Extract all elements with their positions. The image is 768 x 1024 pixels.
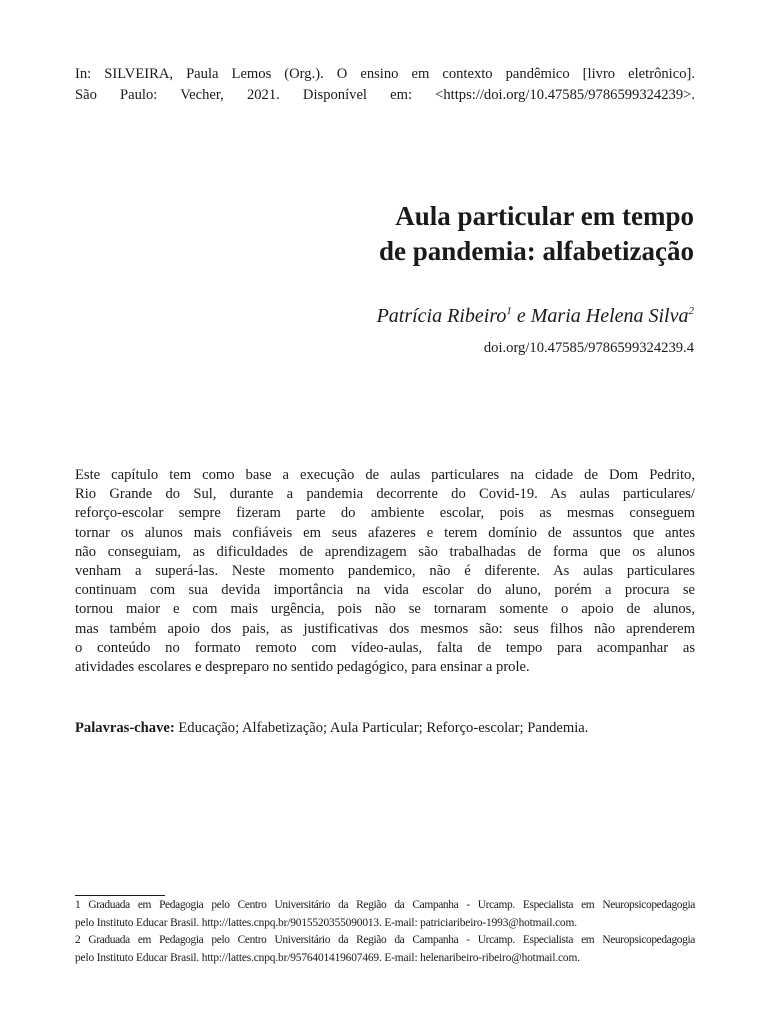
footnote-divider (75, 895, 165, 896)
abstract-paragraph (75, 466, 695, 677)
chapter-title (234, 199, 694, 269)
keywords-label: Palavras-chave: (75, 720, 175, 736)
footnote-1-line-1: 1 Graduada em Pedagogia pelo Centro Universitário da Região da Campanha - Urcamp. Especialista em Neuropsicopedagogia (75, 899, 695, 911)
footnote-2-line-2: pelo Instituto Educar Brasil. http://lattes.cnpq.br/9576401419607469. E-mail: helenaribeiro-ribeiro@hotmail.com. (75, 951, 580, 964)
footnote-2-line-1: 2 Graduada em Pedagogia pelo Centro Universitário da Região da Campanha - Urcamp. Especialista em Neuropsicopedagogia (75, 934, 695, 947)
citation-line-2: São Paulo: Vecher, 2021. Disponível em: <https://doi.org/10.47585/9786599324239>. (75, 87, 695, 103)
abstract-line: mas também apoio dos pais, as justificativas dos mesmos são: seus filhos não aprenderem (75, 620, 695, 637)
abstract-line: continuam com sua devida importância na vida escolar do aluno, porém a procura se (75, 582, 695, 599)
abstract-line: Rio Grande do Sul, durante a pandemia decorrente do Covid-19. As aulas particulares/ (75, 486, 695, 503)
citation-line-1: In: SILVEIRA, Paula Lemos (Org.). O ensino em contexto pandêmico [livro eletrônico]. (75, 66, 695, 82)
author-2-name: Maria Helena Silva (530, 305, 689, 327)
title-line-2: de pandemia: alfabetização (379, 236, 694, 266)
abstract-line: reforço-escolar sempre fizeram parte do ambiente escolar, pois as mesmas conseguem (75, 505, 695, 522)
authors-separator: e (516, 305, 526, 327)
author-1-name: Patrícia Ribeiro (376, 305, 507, 327)
abstract-line: tornou maior e com mais urgência, pois não se tornaram somente o apoio de alunos, (75, 601, 695, 618)
abstract-line: venham a superá-las. Neste momento pandemico, não é diferente. As aulas particulares (75, 563, 695, 580)
citation-reference (75, 64, 695, 106)
abstract-line: atividades escolares e despreparo no sentido pedagógico, para ensinar a prole. (75, 659, 530, 676)
authors-line (377, 302, 694, 330)
abstract-line: tornar os alunos mais confiáveis em seus afazeres e terem domínio de assuntos que antes (75, 524, 695, 541)
footnote-1-line-2: pelo Instituto Educar Brasil. http://lattes.cnpq.br/9015520355090013. E-mail: patriciaribeiro-1993@hotmail.com. (75, 916, 577, 929)
abstract-line: o conteúdo no formato remoto com vídeo-aulas, falta de tempo para acompanhar as (75, 639, 695, 656)
abstract-line: não conseguiam, as dificuldades de aprendizagem são trabalhadas de forma que os alunos (75, 543, 695, 560)
keywords-text: Educação; Alfabetização; Aula Particular; Reforço-escolar; Pandemia. (178, 720, 589, 736)
doi-link[interactable]: doi.org/10.47585/9786599324239.4 (483, 340, 694, 356)
author-2-footnote-marker: 2 (688, 305, 694, 317)
title-line-1: Aula particular em tempo (395, 201, 694, 231)
keywords (75, 718, 695, 738)
footnotes (75, 897, 695, 967)
abstract-line: Este capítulo tem como base a execução de aulas particulares na cidade de Dom Pedrito, (75, 467, 695, 483)
author-1-footnote-marker: 1 (506, 305, 512, 317)
